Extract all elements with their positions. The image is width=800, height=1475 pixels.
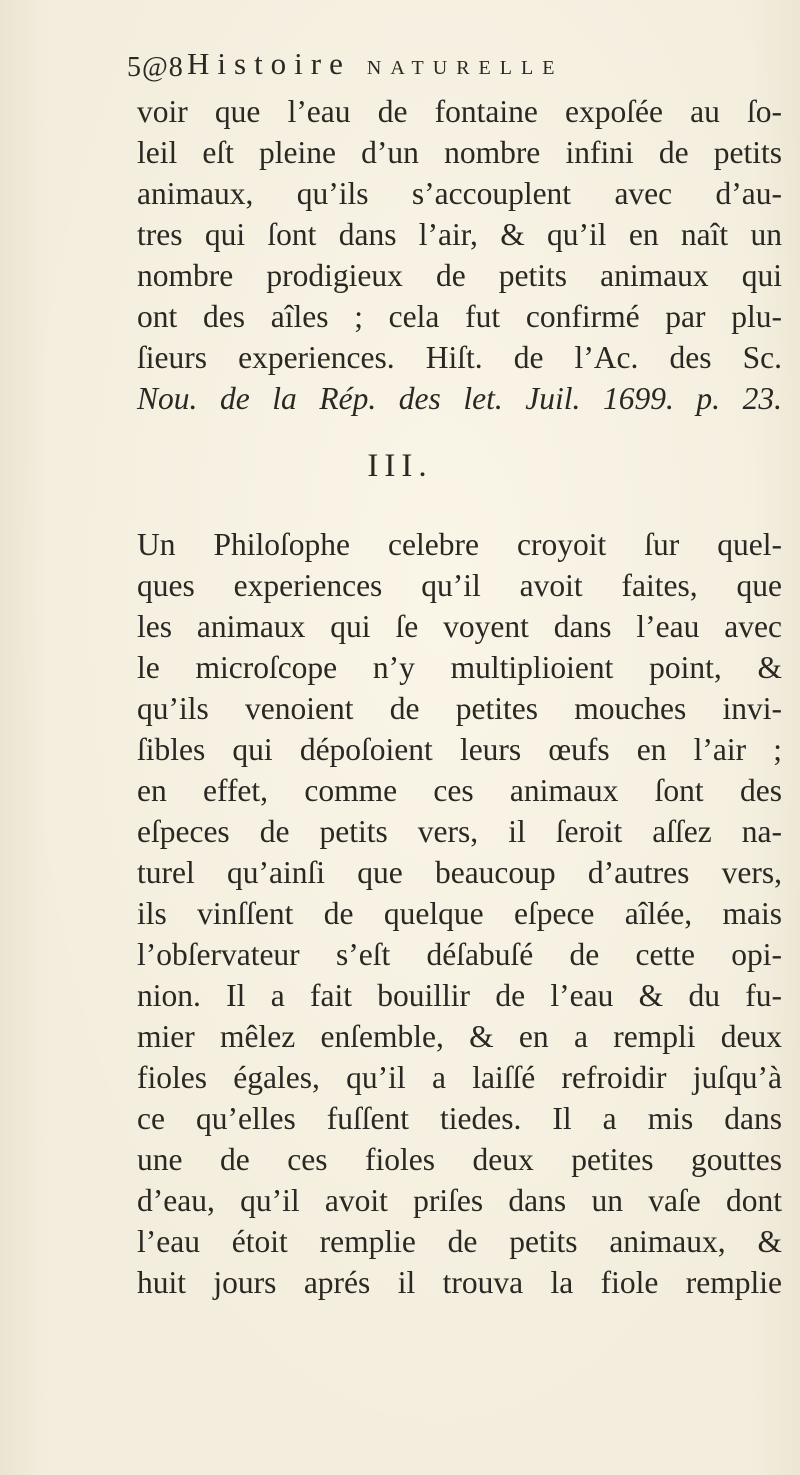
paragraph1-line-2: leil eſt pleine d’un nombre infini de petits (137, 135, 782, 170)
page-header (127, 44, 777, 92)
paragraph2-line-5: qu’ils venoient de petites mouches invi- (137, 691, 782, 726)
paragraph2-line-11: l’obſervateur s’eſt déſabuſé de cette opi- (137, 937, 782, 972)
paragraph2-line-18: l’eau étoit remplie de petits animaux, & (137, 1224, 782, 1259)
paragraph1-line-3: animaux, qu’ils s’accouplent avec d’au- (137, 176, 782, 211)
paragraph2-line-3: les animaux qui ſe voyent dans l’eau avec (137, 609, 782, 644)
running-title-word-2: NATURELLE (366, 57, 564, 79)
paragraph1-line-1: voir que l’eau de fontaine expoſée au ſo- (137, 94, 782, 129)
paragraph2-line-12: nion. Il a fait bouillir de l’eau & du fu- (137, 978, 782, 1013)
paragraph2-line-16: une de ces fioles deux petites gouttes (137, 1142, 782, 1177)
paragraph2-line-4: le microſcope n’y multiplioient point, & (137, 650, 782, 685)
paragraph1-line-4: tres qui ſont dans l’air, & qu’il en naît un (137, 217, 782, 252)
paragraph1-line-8: Nou. de la Rép. des let. Juil. 1699. p. 23. (137, 381, 782, 416)
paragraph2-line-15: ce qu’elles fuſſent tiedes. Il a mis dans (137, 1101, 782, 1136)
paragraph1-line-5: nombre prodigieux de petits animaux qui (137, 258, 782, 293)
paragraph2-line-14: fioles égales, qu’il a laiſſé refroidir juſqu’à (137, 1060, 782, 1095)
paragraph2-line-2: ques experiences qu’il avoit faites, que (137, 568, 782, 603)
section-heading: III. (367, 448, 433, 484)
paragraph2-line-8: eſpeces de petits vers, il ſeroit aſſez na- (137, 814, 782, 849)
paragraph1-line-7: ſieurs experiences. Hiſt. de l’Ac. des Sc. (137, 340, 782, 375)
paragraph2-line-6: ſibles qui dépoſoient leurs œufs en l’air ; (137, 732, 782, 767)
paragraph2-line-10: ils vinſſent de quelque eſpece aîlée, mais (137, 896, 782, 931)
paragraph2-line-13: mier mêlez enſemble, & en a rempli deux (137, 1019, 782, 1054)
paragraph2-line-19: huit jours aprés il trouva la fiole remplie (137, 1265, 782, 1300)
paragraph2-line-9: turel qu’ainſi que beaucoup d’autres vers, (137, 855, 782, 890)
paragraph2-line-1: Un Philoſophe celebre croyoit ſur quel- (137, 527, 782, 562)
paragraph2-line-17: d’eau, qu’il avoit priſes dans un vaſe dont (137, 1183, 782, 1218)
running-title-word-1: Histoire (187, 46, 351, 81)
running-title (187, 46, 563, 82)
paragraph1-line-6: ont des aîles ; cela fut confirmé par plu- (137, 299, 782, 334)
page-number: 5@8 (127, 52, 184, 83)
paragraph2-line-7: en effet, comme ces animaux ſont des (137, 773, 782, 808)
